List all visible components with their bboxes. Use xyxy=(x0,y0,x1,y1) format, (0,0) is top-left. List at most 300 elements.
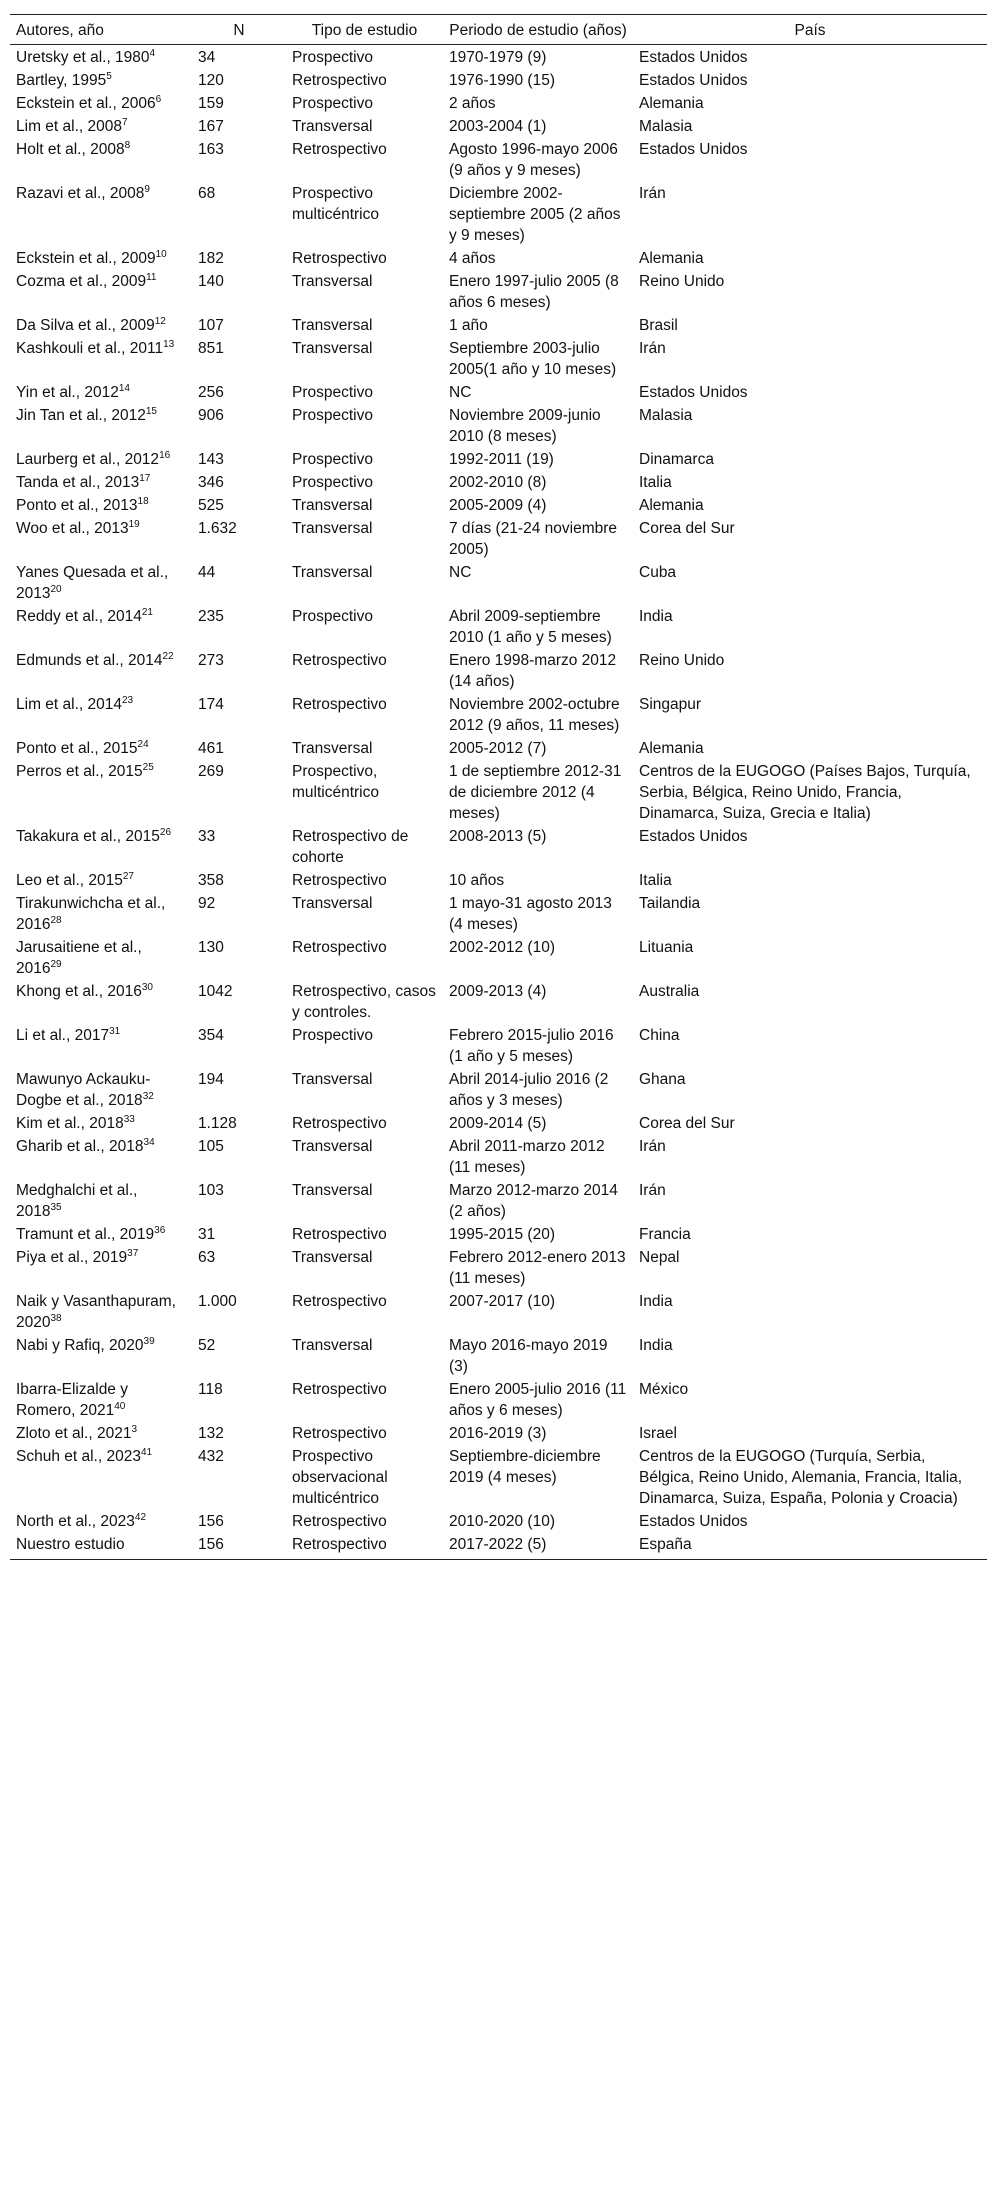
cell-autor xyxy=(10,1067,192,1111)
reference-number: 32 xyxy=(142,1090,154,1102)
cell-periodo: 2010-2020 (10) xyxy=(449,1513,555,1530)
author-text: Perros et al., 2015 xyxy=(16,763,143,780)
header-periodo: Periodo de estudio (años) xyxy=(443,15,633,45)
author-text: Tramunt et al., 2019 xyxy=(16,1226,155,1243)
cell-pais: Reino Unido xyxy=(639,652,725,669)
cell-periodo: 2009-2013 (4) xyxy=(449,983,547,1000)
cell-n: 269 xyxy=(198,763,224,780)
cell-autor xyxy=(10,45,192,69)
cell-autor xyxy=(10,91,192,114)
reference-number: 6 xyxy=(155,93,162,105)
table-row xyxy=(10,692,987,736)
cell-tipo: Transversal xyxy=(292,497,373,514)
cell-periodo: Abril 2009-septiembre 2010 (1 año y 5 meses) xyxy=(449,608,612,646)
cell-tipo: Retrospectivo xyxy=(286,1532,443,1560)
cell-periodo: Marzo 2012-marzo 2014 (2 años) xyxy=(449,1182,618,1220)
cell-autor xyxy=(10,137,192,181)
cell-autor xyxy=(10,516,192,560)
author-text: Razavi et al., 2008 xyxy=(16,185,145,202)
table-row xyxy=(10,336,987,380)
author-text: Eckstein et al., 2009 xyxy=(16,250,156,267)
cell-n: 63 xyxy=(198,1249,216,1266)
cell-tipo: Prospectivo, multicéntrico xyxy=(292,763,379,801)
cell-n: 143 xyxy=(198,451,224,468)
cell-n: 174 xyxy=(198,696,224,713)
cell-autor xyxy=(10,891,192,935)
reference-number: 17 xyxy=(139,472,151,484)
table-header xyxy=(10,15,987,45)
cell-periodo: 2002-2012 (10) xyxy=(449,939,555,956)
cell-autor xyxy=(10,68,192,91)
cell-autor xyxy=(10,1532,192,1560)
cell-tipo: Prospectivo xyxy=(292,407,373,424)
table-row xyxy=(10,1509,987,1532)
table-row xyxy=(10,68,987,91)
cell-pais: Alemania xyxy=(639,497,704,514)
cell-pais: Brasil xyxy=(639,317,678,334)
reference-number: 41 xyxy=(140,1446,153,1458)
cell-periodo: Agosto 1996-mayo 2006 (9 años y 9 meses) xyxy=(449,141,618,179)
cell-pais: India xyxy=(639,1293,673,1310)
table-row xyxy=(10,1067,987,1111)
cell-pais: Estados Unidos xyxy=(639,384,748,401)
cell-pais: Alemania xyxy=(639,95,704,112)
author-text: Bartley, 1995 xyxy=(16,72,107,89)
cell-periodo: Enero 2005-julio 2016 (11 años y 6 meses) xyxy=(449,1381,627,1419)
cell-tipo: Prospectivo xyxy=(292,474,373,491)
cell-periodo: Febrero 2015-julio 2016 (1 año y 5 meses) xyxy=(449,1027,614,1065)
cell-autor xyxy=(10,447,192,470)
table-row xyxy=(10,1333,987,1377)
cell-periodo: 2009-2014 (5) xyxy=(449,1115,547,1132)
author-text: North et al., 2023 xyxy=(16,1513,135,1530)
header-autores: Autores, año xyxy=(10,15,192,45)
table-row xyxy=(10,648,987,692)
cell-n: 140 xyxy=(198,273,224,290)
cell-n: 256 xyxy=(198,384,224,401)
cell-pais: India xyxy=(639,608,673,625)
cell-n: 31 xyxy=(198,1226,216,1243)
reference-number: 34 xyxy=(143,1136,155,1148)
cell-tipo: Prospectivo xyxy=(292,451,373,468)
cell-autor xyxy=(10,1377,192,1421)
reference-number: 10 xyxy=(155,248,167,260)
cell-n: 44 xyxy=(198,564,216,581)
cell-autor xyxy=(10,759,192,824)
cell-pais: Irán xyxy=(639,185,666,202)
table-row xyxy=(10,447,987,470)
cell-tipo: Prospectivo multicéntrico xyxy=(292,185,379,223)
cell-pais: Irán xyxy=(639,1182,666,1199)
author-text: Piya et al., 2019 xyxy=(16,1249,128,1266)
cell-tipo: Prospectivo xyxy=(292,608,373,625)
cell-n: 906 xyxy=(198,407,224,424)
cell-pais: India xyxy=(639,1337,673,1354)
cell-n: 1.632 xyxy=(198,520,237,537)
cell-periodo: Abril 2011-marzo 2012 (11 meses) xyxy=(449,1138,605,1176)
reference-number: 38 xyxy=(50,1312,62,1324)
table-row xyxy=(10,516,987,560)
studies-table-container xyxy=(10,14,987,1560)
author-text: Lim et al., 2008 xyxy=(16,118,122,135)
cell-autor xyxy=(10,313,192,336)
author-text: Zloto et al., 2021 xyxy=(16,1425,132,1442)
reference-number: 24 xyxy=(137,738,149,750)
cell-autor xyxy=(10,114,192,137)
cell-tipo: Retrospectivo, casos y controles. xyxy=(292,983,436,1021)
cell-autor xyxy=(10,1178,192,1222)
table-row xyxy=(10,403,987,447)
table-row xyxy=(10,1377,987,1421)
cell-tipo: Retrospectivo xyxy=(292,1381,387,1398)
cell-tipo: Transversal xyxy=(292,520,373,537)
cell-autor xyxy=(10,336,192,380)
cell-n: 235 xyxy=(198,608,224,625)
cell-n: 92 xyxy=(198,895,216,912)
cell-tipo: Transversal xyxy=(292,1138,373,1155)
cell-autor xyxy=(10,1134,192,1178)
author-text: Medghalchi et al., 2018 xyxy=(16,1182,138,1220)
cell-periodo: Enero 1998-marzo 2012 (14 años) xyxy=(449,652,617,690)
table-row xyxy=(10,1023,987,1067)
cell-n: 346 xyxy=(198,474,224,491)
cell-n: 163 xyxy=(198,141,224,158)
cell-pais: Israel xyxy=(639,1425,677,1442)
author-text: Ponto et al., 2015 xyxy=(16,740,138,757)
cell-pais: Alemania xyxy=(639,740,704,757)
cell-pais: Centros de la EUGOGO (Turquía, Serbia, Bélgica, Reino Unido, Alemania, Francia, Italia, Dinamarca, Suiza, España, Polonia y Croacia) xyxy=(639,1448,963,1507)
cell-tipo: Prospectivo xyxy=(292,95,373,112)
reference-number: 42 xyxy=(134,1511,147,1523)
cell-pais: Singapur xyxy=(639,696,702,713)
cell-pais: Dinamarca xyxy=(639,451,714,468)
cell-n: 118 xyxy=(198,1381,223,1398)
author-text: Nuestro estudio xyxy=(16,1536,125,1553)
table-row xyxy=(10,935,987,979)
reference-number: 20 xyxy=(50,583,62,595)
cell-n: 130 xyxy=(198,939,224,956)
reference-number: 18 xyxy=(137,495,149,507)
table-row xyxy=(10,1532,987,1560)
reference-number: 40 xyxy=(114,1400,126,1412)
cell-periodo: 2002-2010 (8) xyxy=(449,474,547,491)
cell-autor xyxy=(10,1444,192,1509)
header-tipo: Tipo de estudio xyxy=(286,15,443,45)
cell-n: 273 xyxy=(198,652,224,669)
cell-autor xyxy=(10,648,192,692)
cell-tipo: Transversal xyxy=(292,273,373,290)
table-row xyxy=(10,137,987,181)
cell-periodo: 2016-2019 (3) xyxy=(449,1425,547,1442)
table-row xyxy=(10,1444,987,1509)
author-text: Holt et al., 2008 xyxy=(16,141,125,158)
cell-n: 105 xyxy=(198,1138,224,1155)
table-row xyxy=(10,1111,987,1134)
table-row xyxy=(10,246,987,269)
table-row xyxy=(10,91,987,114)
reference-number: 19 xyxy=(128,518,140,530)
cell-autor xyxy=(10,736,192,759)
cell-n: 432 xyxy=(198,1448,224,1465)
cell-pais: Estados Unidos xyxy=(639,49,748,66)
cell-autor xyxy=(10,269,192,313)
author-text: Ponto et al., 2013 xyxy=(16,497,138,514)
cell-autor xyxy=(10,470,192,493)
cell-pais: Ghana xyxy=(639,1071,686,1088)
cell-pais: Corea del Sur xyxy=(639,1115,735,1132)
cell-autor xyxy=(10,1421,192,1444)
header-n: N xyxy=(192,15,286,45)
author-text: Takakura et al., 2015 xyxy=(16,828,160,845)
table-row xyxy=(10,45,987,69)
cell-n: 182 xyxy=(198,250,224,267)
reference-number: 37 xyxy=(127,1247,139,1259)
reference-number: 29 xyxy=(50,958,62,970)
table-row xyxy=(10,891,987,935)
author-text: Leo et al., 2015 xyxy=(16,872,123,889)
cell-periodo: 7 días (21-24 noviembre 2005) xyxy=(449,520,618,558)
cell-n: 33 xyxy=(198,828,216,845)
cell-n: 194 xyxy=(198,1071,224,1088)
cell-tipo: Retrospectivo xyxy=(292,872,387,889)
cell-tipo: Transversal xyxy=(292,1337,373,1354)
cell-periodo: 2005-2009 (4) xyxy=(449,497,547,514)
reference-number: 14 xyxy=(118,382,130,394)
reference-number: 13 xyxy=(163,338,175,350)
cell-periodo: 2007-2017 (10) xyxy=(449,1293,555,1310)
table-row xyxy=(10,736,987,759)
cell-pais: Australia xyxy=(639,983,700,1000)
author-text: Yanes Quesada et al., 2013 xyxy=(16,564,169,602)
cell-tipo: Retrospectivo xyxy=(292,1513,387,1530)
cell-periodo: 1976-1990 (15) xyxy=(449,72,555,89)
cell-periodo: Noviembre 2002-octubre 2012 (9 años, 11 meses) xyxy=(449,696,620,734)
cell-tipo: Transversal xyxy=(292,895,373,912)
cell-tipo: Prospectivo xyxy=(292,384,373,401)
cell-n: 461 xyxy=(198,740,224,757)
cell-autor xyxy=(10,604,192,648)
cell-periodo: 2005-2012 (7) xyxy=(449,740,547,757)
cell-tipo: Prospectivo observacional multicéntrico xyxy=(292,1448,388,1507)
cell-pais: Corea del Sur xyxy=(639,520,735,537)
author-text: Naik y Vasanthapuram, 2020 xyxy=(16,1293,176,1331)
reference-number: 7 xyxy=(121,116,128,128)
table-body xyxy=(10,45,987,1560)
cell-tipo: Retrospectivo xyxy=(292,696,387,713)
cell-tipo: Transversal xyxy=(292,564,373,581)
cell-periodo: 2017-2022 (5) xyxy=(443,1532,633,1560)
cell-tipo: Transversal xyxy=(292,317,373,334)
cell-tipo: Transversal xyxy=(292,1249,373,1266)
cell-periodo: 1 año xyxy=(449,317,488,334)
cell-tipo: Prospectivo xyxy=(292,49,373,66)
cell-pais: Estados Unidos xyxy=(639,1513,748,1530)
cell-autor xyxy=(10,979,192,1023)
cell-periodo: 10 años xyxy=(449,872,505,889)
table-row xyxy=(10,560,987,604)
author-text: Woo et al., 2013 xyxy=(16,520,129,537)
table-row xyxy=(10,470,987,493)
table-row xyxy=(10,269,987,313)
reference-number: 12 xyxy=(154,315,166,327)
cell-tipo: Transversal xyxy=(292,118,373,135)
cell-tipo: Retrospectivo xyxy=(292,72,387,89)
cell-autor xyxy=(10,824,192,868)
cell-pais: Italia xyxy=(639,872,672,889)
cell-n: 120 xyxy=(198,72,224,89)
cell-pais: Malasia xyxy=(639,118,693,135)
cell-autor xyxy=(10,692,192,736)
author-text: Uretsky et al., 1980 xyxy=(16,49,150,66)
cell-periodo: Abril 2014-julio 2016 (2 años y 3 meses) xyxy=(449,1071,609,1109)
reference-number: 8 xyxy=(124,139,131,151)
author-text: Schuh et al., 2023 xyxy=(16,1448,141,1465)
table-row xyxy=(10,181,987,246)
author-text: Cozma et al., 2009 xyxy=(16,273,147,290)
table-row xyxy=(10,868,987,891)
cell-n: 159 xyxy=(198,95,224,112)
reference-number: 25 xyxy=(142,761,154,773)
author-text: Da Silva et al., 2009 xyxy=(16,317,155,334)
cell-tipo: Retrospectivo xyxy=(292,1226,387,1243)
header-row xyxy=(10,15,987,45)
cell-autor xyxy=(10,1023,192,1067)
cell-n: 107 xyxy=(198,317,224,334)
cell-pais: Reino Unido xyxy=(639,273,725,290)
cell-n: 358 xyxy=(198,872,224,889)
table-row xyxy=(10,1245,987,1289)
table-row xyxy=(10,759,987,824)
cell-n: 34 xyxy=(198,49,216,66)
author-text: Kashkouli et al., 2011 xyxy=(16,340,164,357)
cell-tipo: Retrospectivo xyxy=(292,1425,387,1442)
author-text: Mawunyo Ackauku-Dogbe et al., 2018 xyxy=(16,1071,151,1109)
table-row xyxy=(10,313,987,336)
cell-tipo: Retrospectivo xyxy=(292,1115,387,1132)
reference-number: 35 xyxy=(50,1201,62,1213)
cell-n: 103 xyxy=(198,1182,224,1199)
cell-periodo: 1970-1979 (9) xyxy=(449,49,547,66)
reference-number: 27 xyxy=(122,870,134,882)
studies-table xyxy=(10,14,987,1560)
cell-autor xyxy=(10,1509,192,1532)
cell-autor xyxy=(10,1245,192,1289)
cell-tipo: Retrospectivo xyxy=(292,250,387,267)
reference-number: 31 xyxy=(109,1025,121,1037)
reference-number: 11 xyxy=(146,271,157,283)
cell-tipo: Retrospectivo xyxy=(292,141,387,158)
cell-periodo: 1992-2011 (19) xyxy=(449,451,554,468)
cell-periodo: Septiembre-diciembre 2019 (4 meses) xyxy=(449,1448,601,1486)
cell-n: 156 xyxy=(198,1513,224,1530)
cell-pais: Estados Unidos xyxy=(639,141,748,158)
cell-n: 354 xyxy=(198,1027,224,1044)
reference-number: 30 xyxy=(141,981,153,993)
reference-number: 15 xyxy=(145,405,157,417)
author-text: Reddy et al., 2014 xyxy=(16,608,142,625)
reference-number: 26 xyxy=(159,826,172,838)
header-pais: País xyxy=(633,15,987,45)
cell-periodo: Septiembre 2003-julio 2005(1 año y 10 meses) xyxy=(449,340,617,378)
cell-tipo: Transversal xyxy=(292,740,373,757)
cell-periodo: NC xyxy=(449,564,472,581)
cell-pais: Francia xyxy=(639,1226,691,1243)
cell-autor xyxy=(10,560,192,604)
cell-pais: Alemania xyxy=(639,250,704,267)
cell-pais: China xyxy=(639,1027,680,1044)
cell-tipo: Transversal xyxy=(292,1182,373,1199)
cell-n: 52 xyxy=(198,1337,216,1354)
cell-autor xyxy=(10,1289,192,1333)
cell-tipo: Retrospectivo xyxy=(292,652,387,669)
cell-n: 525 xyxy=(198,497,224,514)
cell-autor xyxy=(10,493,192,516)
cell-tipo: Retrospectivo de cohorte xyxy=(292,828,409,866)
cell-periodo: 1 mayo-31 agosto 2013 (4 meses) xyxy=(449,895,612,933)
cell-periodo: Noviembre 2009-junio 2010 (8 meses) xyxy=(449,407,601,445)
author-text: Khong et al., 2016 xyxy=(16,983,142,1000)
author-text: Kim et al., 2018 xyxy=(16,1115,124,1132)
cell-pais: Irán xyxy=(639,340,666,357)
cell-n: 132 xyxy=(198,1425,224,1442)
reference-number: 5 xyxy=(106,70,112,82)
author-text: Laurberg et al., 2012 xyxy=(16,451,160,468)
reference-number: 39 xyxy=(143,1335,155,1347)
reference-number: 16 xyxy=(159,449,171,461)
table-row xyxy=(10,1222,987,1245)
cell-autor xyxy=(10,868,192,891)
reference-number: 36 xyxy=(154,1224,166,1236)
cell-pais: España xyxy=(633,1532,987,1560)
cell-pais: Centros de la EUGOGO (Países Bajos, Turquía, Serbia, Bélgica, Reino Unido, Francia, Dinamarca, Suiza, Grecia e Italia) xyxy=(639,763,971,822)
table-row xyxy=(10,1421,987,1444)
cell-n: 68 xyxy=(198,185,216,202)
cell-n: 1.128 xyxy=(198,1115,237,1132)
cell-pais: Italia xyxy=(639,474,672,491)
cell-autor xyxy=(10,181,192,246)
table-row xyxy=(10,380,987,403)
cell-periodo: 4 años xyxy=(449,250,496,267)
cell-periodo: 2 años xyxy=(449,95,496,112)
cell-pais: Tailandia xyxy=(639,895,701,912)
cell-pais: Malasia xyxy=(639,407,693,424)
reference-number: 9 xyxy=(144,183,150,195)
cell-periodo: Febrero 2012-enero 2013 (11 meses) xyxy=(449,1249,626,1287)
table-row xyxy=(10,604,987,648)
author-text: Tirakunwichcha et al., 2016 xyxy=(16,895,166,933)
cell-periodo: 2008-2013 (5) xyxy=(449,828,547,845)
author-text: Yin et al., 2012 xyxy=(16,384,119,401)
cell-tipo: Transversal xyxy=(292,340,373,357)
author-text: Gharib et al., 2018 xyxy=(16,1138,144,1155)
cell-periodo: 1995-2015 (20) xyxy=(449,1226,555,1243)
cell-tipo: Transversal xyxy=(292,1071,373,1088)
author-text: Ibarra-Elizalde y Romero, 2021 xyxy=(16,1381,128,1419)
reference-number: 21 xyxy=(141,606,153,618)
cell-autor xyxy=(10,1333,192,1377)
author-text: Tanda et al., 2013 xyxy=(16,474,140,491)
cell-n: 1.000 xyxy=(198,1293,237,1310)
cell-autor xyxy=(10,935,192,979)
cell-autor xyxy=(10,246,192,269)
cell-autor xyxy=(10,1222,192,1245)
cell-pais: Nepal xyxy=(639,1249,680,1266)
cell-periodo: 2003-2004 (1) xyxy=(449,118,547,135)
cell-periodo: 1 de septiembre 2012-31 de diciembre 2012 (4 meses) xyxy=(449,763,622,822)
reference-number: 4 xyxy=(149,47,156,59)
reference-number: 33 xyxy=(123,1113,135,1125)
cell-pais: Estados Unidos xyxy=(639,72,748,89)
